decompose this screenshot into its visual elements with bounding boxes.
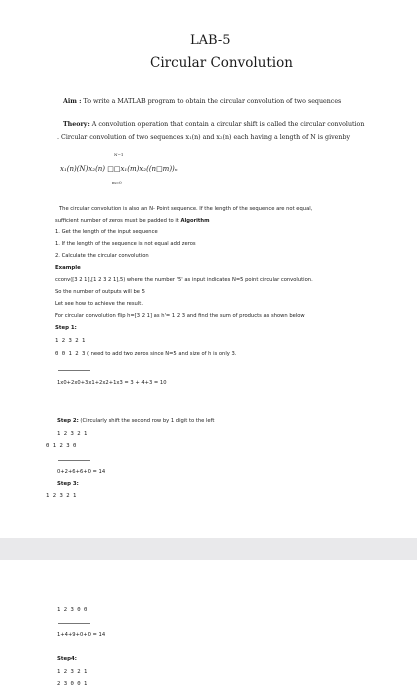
example-line: cconv([3 2 1],[1 2 3 2 1],5) where the number '5' as input indicates N=5 point circular convolution. bbox=[55, 277, 313, 283]
step3-shifted-row: 1 2 3 0 0 bbox=[57, 607, 88, 613]
flip-line: For circular convolution flip h=[3 2 1] as h'= 1 2 3 and find the sum of products as shown below bbox=[55, 313, 305, 319]
step2-divider bbox=[58, 460, 90, 461]
aim-label: Aim : bbox=[63, 98, 82, 105]
aim-text: To write a MATLAB program to obtain the circular convolution of two sequences bbox=[83, 98, 342, 105]
step2-shifted-row: 0 1 2 3 0 bbox=[46, 443, 77, 449]
step3-divider bbox=[58, 623, 90, 624]
step2-label: Step 2: bbox=[57, 418, 79, 424]
step4-sequence: 1 2 3 2 1 bbox=[57, 669, 88, 675]
formula-upper-limit: N−1 bbox=[114, 152, 124, 157]
theory-label: Theory: bbox=[63, 121, 90, 128]
step4-shifted-row: 2 3 0 0 1 bbox=[57, 681, 88, 687]
aim-line bbox=[63, 98, 341, 105]
step1-divider bbox=[58, 370, 90, 371]
algo-step-pad: 1. If the length of the sequence is not equal add zeros bbox=[55, 241, 196, 247]
step2-sum: 0+2+6+6+0 = 14 bbox=[57, 469, 106, 475]
step2-sequence: 1 2 3 2 1 bbox=[57, 431, 88, 437]
formula-lower-limit: m=0 bbox=[112, 180, 122, 185]
outputs-line: So the number of outputs will be 5 bbox=[55, 289, 145, 295]
step1-label: Step 1: bbox=[55, 325, 77, 331]
theory-line-2: . Circular convolution of two sequences x₁(n) and x₂(n) each having a length of N is givenby bbox=[57, 134, 351, 141]
paragraph-line-1: The circular convolution is also an N- Point sequence. If the length of the sequence are not equal, bbox=[59, 206, 313, 212]
step1-shifted-row: 0 0 1 2 3 ( need to add two zeros since N=5 and size of h is only 3. bbox=[55, 351, 237, 357]
lab-subtitle: Circular Convolution bbox=[150, 55, 293, 71]
step3-sequence: 1 2 3 2 1 bbox=[46, 493, 77, 499]
step3-label: Step 3: bbox=[57, 481, 79, 487]
paragraph-line-2: sufficient number of zeros must be padded to it Algorithm bbox=[55, 218, 210, 224]
step2-line: Step 2: (Circularly shift the second row by 1 digit to the left bbox=[57, 418, 215, 424]
theory-text: A convolution operation that contain a circular shift is called the circular convolution bbox=[91, 121, 365, 128]
step4-label: Step4: bbox=[57, 656, 77, 662]
achieve-line: Let see how to achieve the result. bbox=[55, 301, 143, 307]
theory-line-1 bbox=[63, 121, 364, 128]
step1-sequence: 1 2 3 2 1 bbox=[55, 338, 86, 344]
document-page-2 bbox=[0, 560, 417, 700]
algorithm-label: Algorithm bbox=[180, 218, 210, 224]
algo-step-calc: 2. Calculate the circular convolution bbox=[55, 253, 149, 259]
step1-sum: 1x0+2x0+3x1+2x2+1x3 = 3 + 4+3 = 10 bbox=[57, 380, 167, 386]
example-label: Example bbox=[55, 265, 81, 271]
step3-sum: 1+4+9+0+0 = 14 bbox=[57, 632, 106, 638]
lab-title: LAB-5 bbox=[190, 33, 231, 48]
circular-convolution-formula: x₁(n)(N)x₂(n) □□x₁(m)x₂((n□m))ₙ bbox=[60, 165, 178, 173]
algo-step-get-length: 1. Get the length of the input sequence bbox=[55, 229, 158, 235]
